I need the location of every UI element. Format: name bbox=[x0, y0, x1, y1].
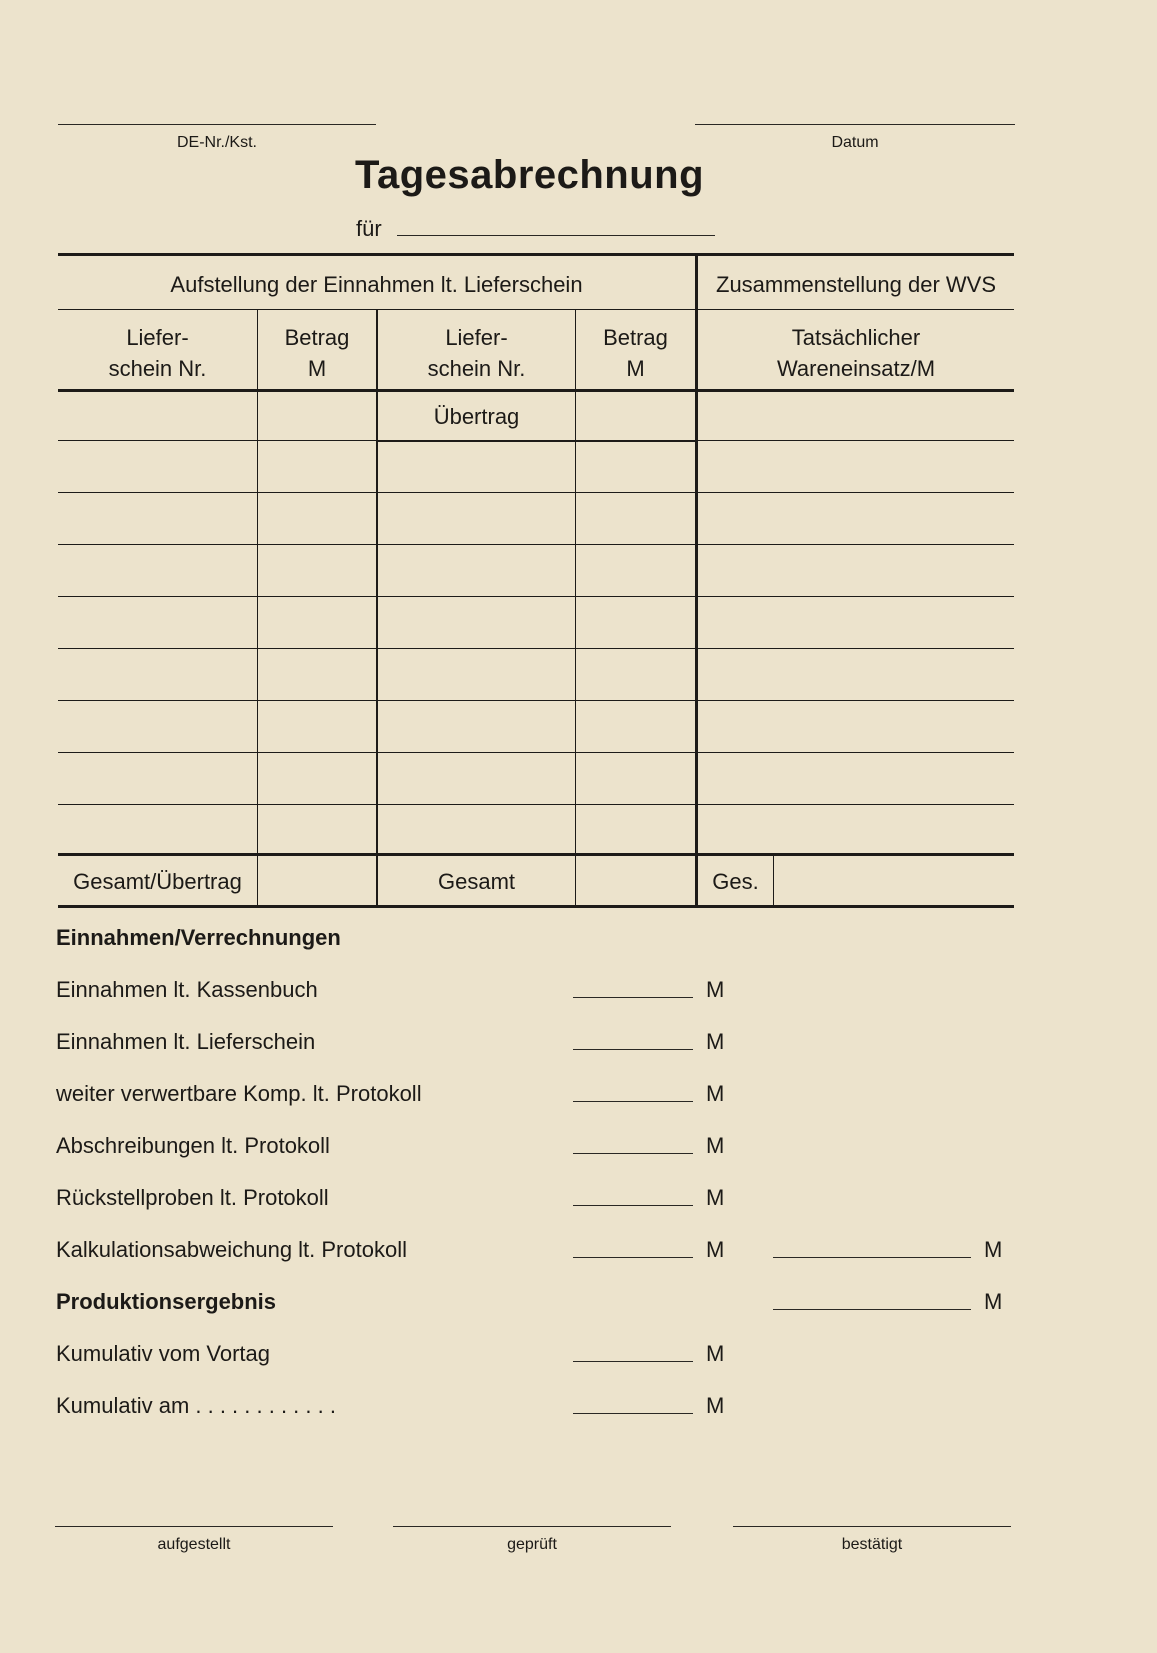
de-nr-label: DE-Nr./Kst. bbox=[176, 134, 257, 151]
uebertrag-label: Übertrag bbox=[433, 404, 520, 429]
aufgestellt-signature-line[interactable] bbox=[55, 1526, 333, 1527]
rueckstellproben-amount-line[interactable] bbox=[573, 1205, 693, 1206]
komp-amount-line[interactable] bbox=[573, 1101, 693, 1102]
produktionsergebnis-line[interactable] bbox=[773, 1309, 971, 1310]
summary-row-lieferschein: Einnahmen lt. Lieferschein bbox=[56, 1029, 316, 1054]
rueckstellproben-unit: M bbox=[706, 1185, 725, 1210]
kumulativ-vortag-label: Kumulativ vom Vortag bbox=[56, 1341, 270, 1366]
col-lieferschein-1-header bbox=[58, 322, 257, 384]
lieferschein-amount-line[interactable] bbox=[573, 1049, 693, 1050]
row-rule bbox=[58, 544, 1014, 545]
uebertrag-rule bbox=[376, 440, 696, 442]
section-left-header: Aufstellung der Einnahmen lt. Lieferschein bbox=[170, 272, 583, 297]
row-rule bbox=[58, 492, 1014, 493]
col-betrag-1-line2: M bbox=[307, 356, 327, 381]
geprueft-signature-line[interactable] bbox=[393, 1526, 671, 1527]
column-header-rule bbox=[58, 389, 1014, 392]
table-bottom-rule bbox=[58, 905, 1014, 908]
fuer-label: für bbox=[356, 216, 382, 241]
page-title: Tagesabrechnung bbox=[355, 153, 705, 197]
table-top-rule bbox=[58, 253, 1014, 256]
datum-label: Datum bbox=[831, 134, 879, 151]
col-lieferschein-2-header bbox=[378, 322, 575, 384]
row-rule bbox=[58, 648, 1014, 649]
kalkulation-total-unit: M bbox=[984, 1237, 1003, 1262]
kassenbuch-unit: M bbox=[706, 977, 725, 1002]
lieferschein-unit: M bbox=[706, 1029, 725, 1054]
de-nr-line[interactable] bbox=[58, 124, 376, 125]
row-rule bbox=[58, 440, 376, 441]
abschreibungen-amount-line[interactable] bbox=[573, 1153, 693, 1154]
geprueft-label: geprüft bbox=[507, 1536, 557, 1553]
bestaetigt-label: bestätigt bbox=[841, 1536, 903, 1553]
col-divider-1 bbox=[257, 309, 258, 908]
fuer-line[interactable] bbox=[397, 235, 715, 236]
col-divider-3 bbox=[575, 309, 576, 908]
col-wareneinsatz-header bbox=[698, 322, 1014, 384]
section-header-rule bbox=[58, 309, 1014, 310]
kumulativ-am-line[interactable] bbox=[573, 1413, 693, 1414]
body-bottom-rule bbox=[58, 853, 1014, 856]
aufgestellt-label: aufgestellt bbox=[157, 1536, 231, 1553]
col-wareneinsatz-line1: Tatsächlicher bbox=[791, 325, 921, 350]
abschreibungen-unit: M bbox=[706, 1133, 725, 1158]
kalkulation-amount-line[interactable] bbox=[573, 1257, 693, 1258]
produktionsergebnis-label: Produktionsergebnis bbox=[56, 1289, 277, 1314]
datum-line[interactable] bbox=[695, 124, 1015, 125]
bestaetigt-signature-line[interactable] bbox=[733, 1526, 1011, 1527]
col-betrag-2-line2: M bbox=[626, 356, 645, 381]
summary-row-komp: weiter verwertbare Komp. lt. Protokoll bbox=[56, 1081, 422, 1106]
kumulativ-vortag-unit: M bbox=[706, 1341, 725, 1366]
col-lieferschein-2-line1: Liefer- bbox=[445, 325, 508, 350]
produktionsergebnis-unit: M bbox=[984, 1289, 1003, 1314]
row-rule bbox=[696, 440, 1014, 441]
col-wareneinsatz-line2: Wareneinsatz/M bbox=[776, 356, 936, 381]
row-rule bbox=[58, 700, 1014, 701]
kumulativ-am-unit: M bbox=[706, 1393, 725, 1418]
row-rule bbox=[58, 752, 1014, 753]
kumulativ-vortag-line[interactable] bbox=[573, 1361, 693, 1362]
summary-row-kalkulation: Kalkulationsabweichung lt. Protokoll bbox=[56, 1237, 407, 1262]
section-right-header: Zusammenstellung der WVS bbox=[716, 272, 996, 297]
col-lieferschein-2-line2: schein Nr. bbox=[427, 356, 526, 381]
row-rule bbox=[58, 596, 1014, 597]
komp-unit: M bbox=[706, 1081, 725, 1106]
summary-heading: Einnahmen/Verrechnungen bbox=[56, 925, 341, 950]
col-betrag-1-header bbox=[258, 322, 376, 384]
col-betrag-1-line1: Betrag bbox=[284, 325, 350, 350]
col-lieferschein-1-line2: schein Nr. bbox=[108, 356, 207, 381]
ges-label: Ges. bbox=[712, 869, 759, 894]
kumulativ-am-label: Kumulativ am . . . . . . . . . . . . bbox=[56, 1393, 336, 1418]
summary-row-rueckstellproben: Rückstellproben lt. Protokoll bbox=[56, 1185, 329, 1210]
kalkulation-unit: M bbox=[706, 1237, 725, 1262]
col-betrag-2-line1: Betrag bbox=[603, 325, 668, 350]
col-lieferschein-1-line1: Liefer- bbox=[126, 325, 189, 350]
gesamt-uebertrag-label: Gesamt/Übertrag bbox=[73, 869, 242, 894]
gesamt-label: Gesamt bbox=[437, 869, 516, 894]
col-divider-2 bbox=[376, 309, 378, 908]
kalkulation-total-line[interactable] bbox=[773, 1257, 971, 1258]
summary-row-abschreibungen: Abschreibungen lt. Protokoll bbox=[56, 1133, 330, 1158]
summary-row-kassenbuch: Einnahmen lt. Kassenbuch bbox=[56, 977, 318, 1002]
col-betrag-2-header bbox=[576, 322, 695, 384]
ges-divider bbox=[773, 853, 774, 906]
kassenbuch-amount-line[interactable] bbox=[573, 997, 693, 998]
row-rule bbox=[58, 804, 1014, 805]
